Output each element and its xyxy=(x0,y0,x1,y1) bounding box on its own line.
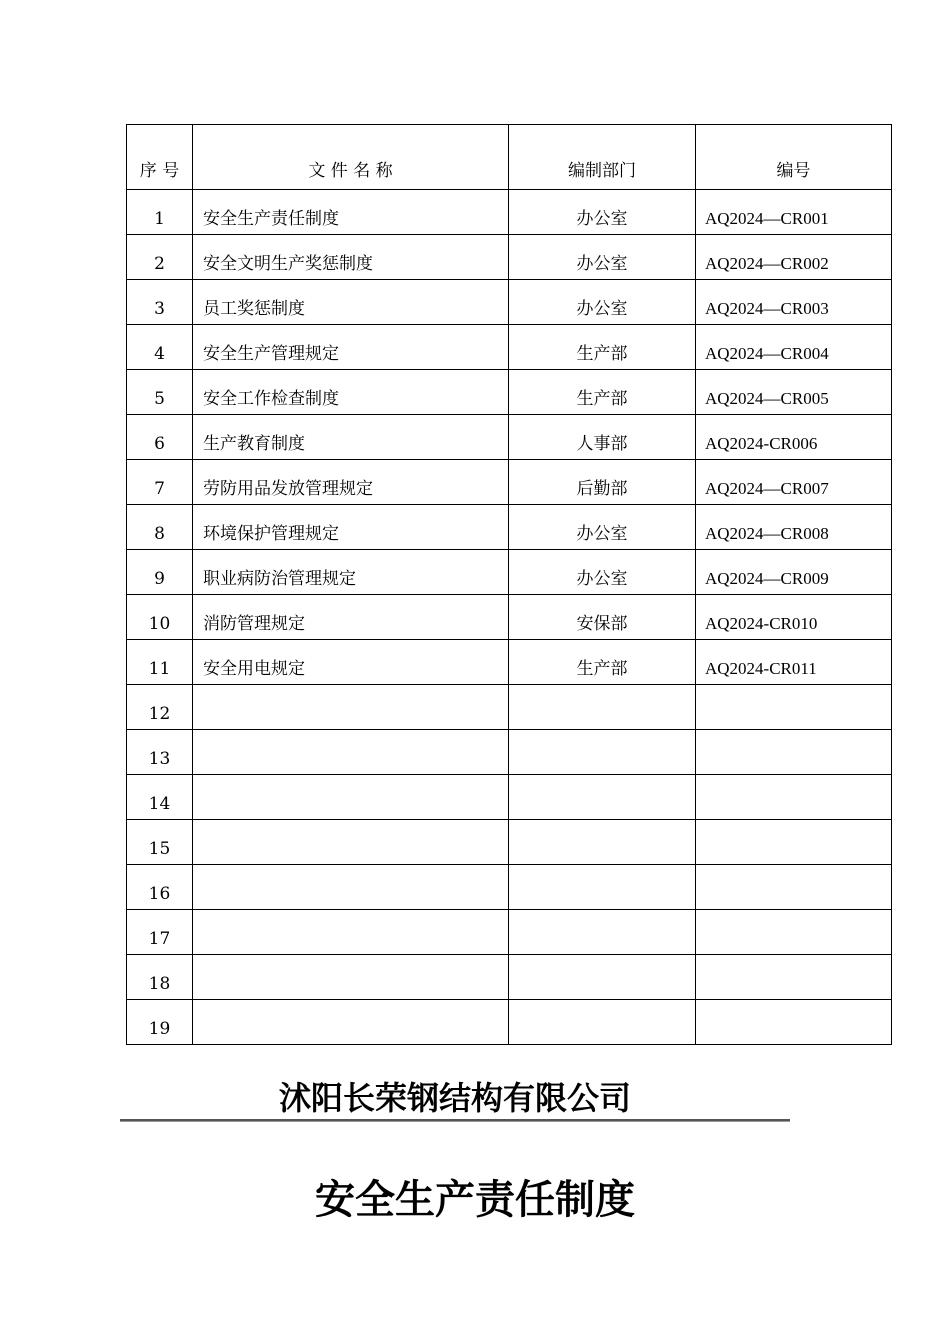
table-row xyxy=(127,685,892,730)
row-file-name: 安全用电规定 xyxy=(193,640,509,685)
row-department xyxy=(509,865,696,910)
row-code xyxy=(696,775,892,820)
row-serial: 5 xyxy=(127,370,193,415)
table-row xyxy=(127,415,892,460)
table-row xyxy=(127,775,892,820)
table-row xyxy=(127,550,892,595)
row-code xyxy=(696,865,892,910)
table-header-row xyxy=(127,125,892,190)
table-row xyxy=(127,190,892,235)
row-department: 生产部 xyxy=(509,325,696,370)
document-title: 安全生产责任制度 xyxy=(315,1176,635,1223)
row-department xyxy=(509,910,696,955)
table-row xyxy=(127,1000,892,1045)
row-department: 安保部 xyxy=(509,595,696,640)
row-file-name xyxy=(193,955,509,1000)
row-code: AQ2024—CR008 xyxy=(696,505,892,550)
row-code: AQ2024—CR002 xyxy=(696,235,892,280)
row-serial: 12 xyxy=(127,685,193,730)
table-row xyxy=(127,910,892,955)
row-serial: 3 xyxy=(127,280,193,325)
row-serial: 4 xyxy=(127,325,193,370)
table-row xyxy=(127,640,892,685)
row-serial: 10 xyxy=(127,595,193,640)
row-file-name: 环境保护管理规定 xyxy=(193,505,509,550)
row-code: AQ2024—CR005 xyxy=(696,370,892,415)
row-file-name xyxy=(193,775,509,820)
row-department: 后勤部 xyxy=(509,460,696,505)
row-department xyxy=(509,1000,696,1045)
row-code: AQ2024—CR009 xyxy=(696,550,892,595)
row-department: 办公室 xyxy=(509,190,696,235)
row-serial: 19 xyxy=(127,1000,193,1045)
row-code: AQ2024—CR003 xyxy=(696,280,892,325)
row-department: 办公室 xyxy=(509,235,696,280)
row-file-name: 劳防用品发放管理规定 xyxy=(193,460,509,505)
row-file-name: 员工奖惩制度 xyxy=(193,280,509,325)
row-serial: 7 xyxy=(127,460,193,505)
row-serial: 6 xyxy=(127,415,193,460)
document-list-table xyxy=(126,124,892,1045)
row-department xyxy=(509,730,696,775)
row-serial: 16 xyxy=(127,865,193,910)
row-code: AQ2024-CR006 xyxy=(696,415,892,460)
table-row xyxy=(127,460,892,505)
row-code: AQ2024-CR011 xyxy=(696,640,892,685)
row-code xyxy=(696,1000,892,1045)
table-row xyxy=(127,865,892,910)
row-code xyxy=(696,910,892,955)
row-department xyxy=(509,775,696,820)
row-serial: 1 xyxy=(127,190,193,235)
row-department: 办公室 xyxy=(509,505,696,550)
row-file-name xyxy=(193,910,509,955)
header-code: 编号 xyxy=(696,125,892,190)
row-code: AQ2024—CR001 xyxy=(696,190,892,235)
row-department: 办公室 xyxy=(509,280,696,325)
row-code: AQ2024—CR007 xyxy=(696,460,892,505)
row-serial: 14 xyxy=(127,775,193,820)
row-department xyxy=(509,820,696,865)
header-serial: 序 号 xyxy=(127,125,193,190)
table-row xyxy=(127,325,892,370)
row-file-name: 职业病防治管理规定 xyxy=(193,550,509,595)
table-row xyxy=(127,370,892,415)
row-serial: 11 xyxy=(127,640,193,685)
row-file-name: 安全工作检查制度 xyxy=(193,370,509,415)
row-code xyxy=(696,730,892,775)
row-code: AQ2024-CR010 xyxy=(696,595,892,640)
row-serial: 2 xyxy=(127,235,193,280)
row-file-name: 安全文明生产奖惩制度 xyxy=(193,235,509,280)
table-row xyxy=(127,505,892,550)
divider-line xyxy=(120,1119,790,1122)
row-code xyxy=(696,820,892,865)
row-serial: 8 xyxy=(127,505,193,550)
header-file-name: 文 件 名 称 xyxy=(193,125,509,190)
row-serial: 13 xyxy=(127,730,193,775)
table-row xyxy=(127,955,892,1000)
row-file-name: 消防管理规定 xyxy=(193,595,509,640)
row-file-name xyxy=(193,730,509,775)
row-department xyxy=(509,685,696,730)
row-file-name xyxy=(193,685,509,730)
row-file-name xyxy=(193,1000,509,1045)
row-file-name: 生产教育制度 xyxy=(193,415,509,460)
row-code xyxy=(696,685,892,730)
company-name: 沭阳长荣钢结构有限公司 xyxy=(278,1079,631,1117)
row-file-name xyxy=(193,820,509,865)
table-row xyxy=(127,235,892,280)
table-row xyxy=(127,280,892,325)
row-file-name: 安全生产管理规定 xyxy=(193,325,509,370)
row-department: 人事部 xyxy=(509,415,696,460)
header-department: 编制部门 xyxy=(509,125,696,190)
table-row xyxy=(127,730,892,775)
row-serial: 15 xyxy=(127,820,193,865)
row-department: 办公室 xyxy=(509,550,696,595)
row-file-name: 安全生产责任制度 xyxy=(193,190,509,235)
row-department: 生产部 xyxy=(509,370,696,415)
row-serial: 9 xyxy=(127,550,193,595)
row-serial: 17 xyxy=(127,910,193,955)
row-code: AQ2024—CR004 xyxy=(696,325,892,370)
table-row xyxy=(127,595,892,640)
row-code xyxy=(696,955,892,1000)
row-serial: 18 xyxy=(127,955,193,1000)
row-file-name xyxy=(193,865,509,910)
table-row xyxy=(127,820,892,865)
row-department: 生产部 xyxy=(509,640,696,685)
row-department xyxy=(509,955,696,1000)
